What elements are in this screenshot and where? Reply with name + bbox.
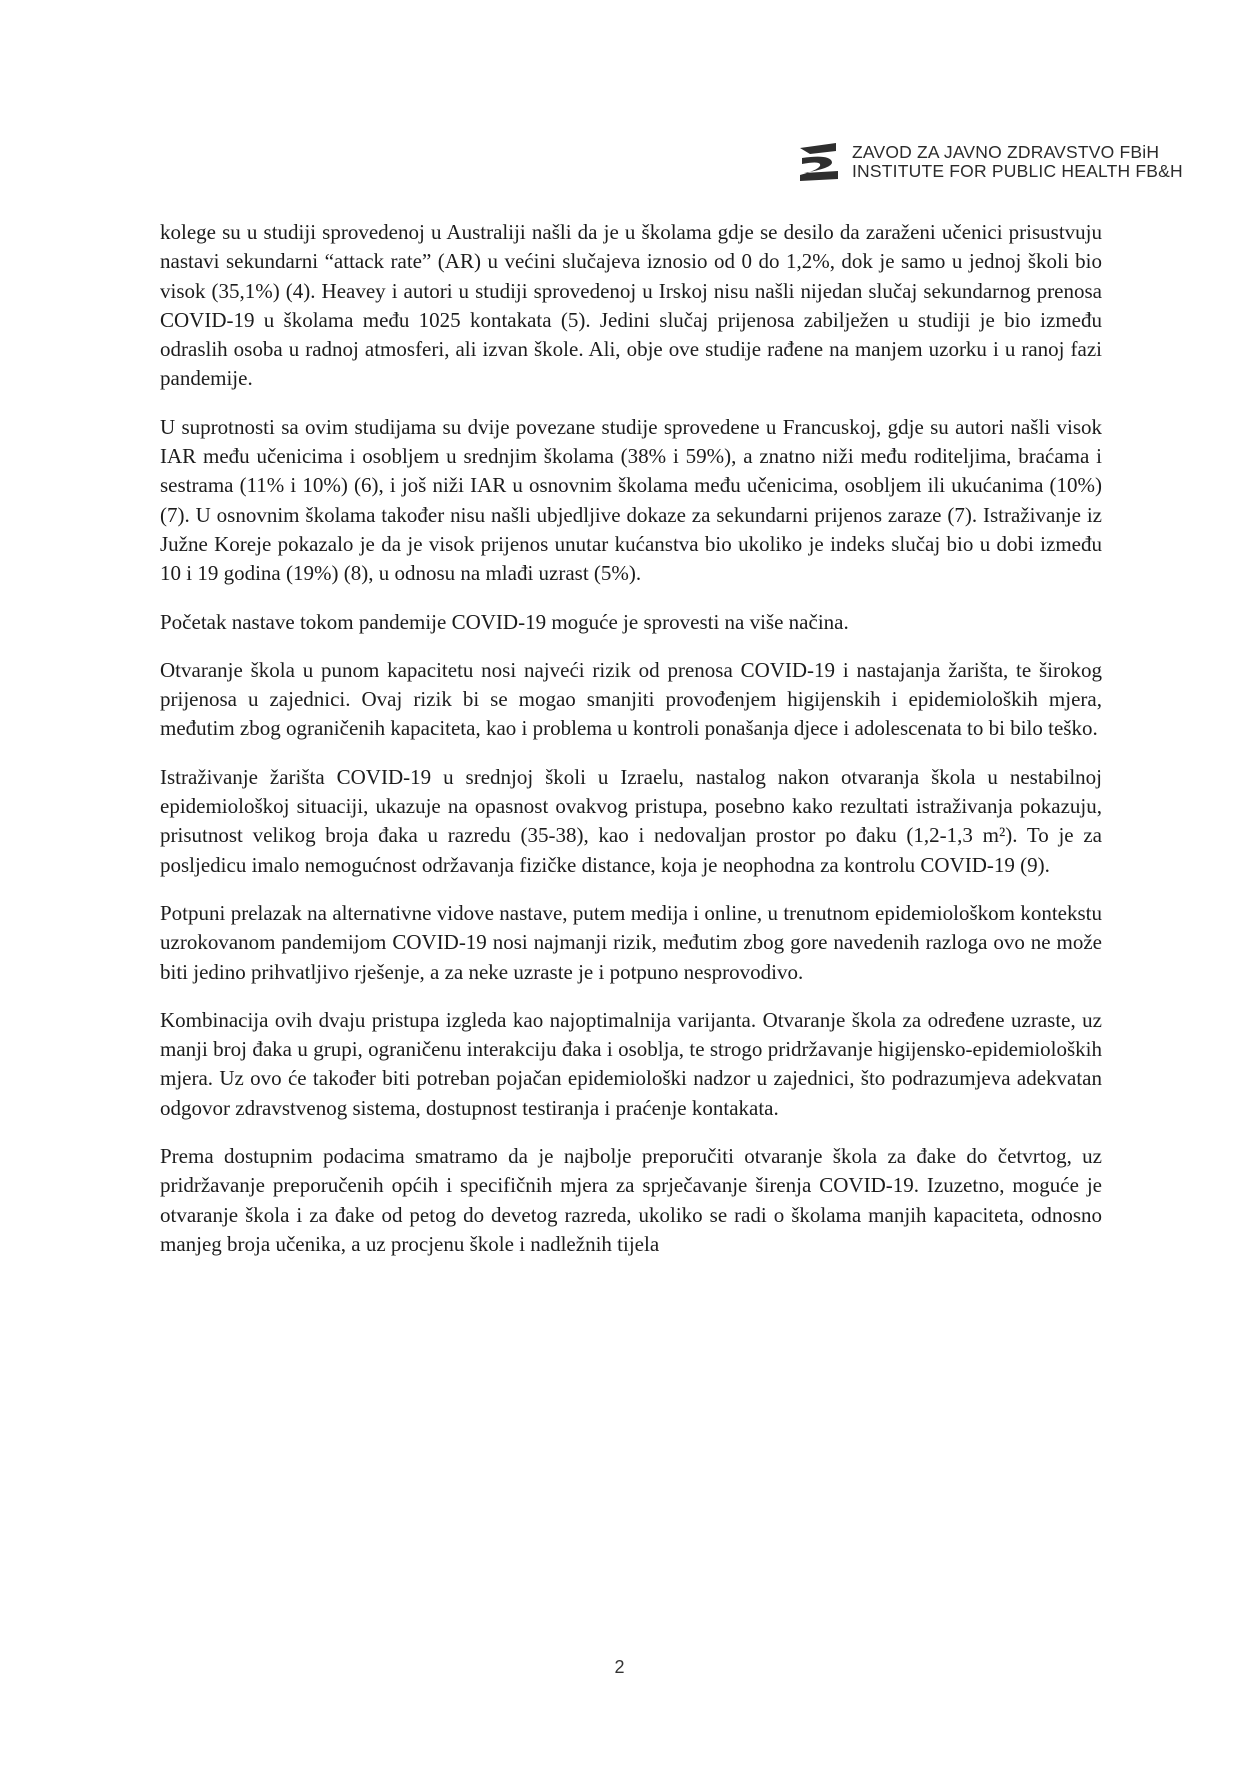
paragraph-1: kolege su u studiji sprovedenoj u Australiji našli da je u školama gdje se desilo da zaraženi učenici prisustvuju nastavi sekundarni “attack rate” (AR) u većini slučajeva iznosio od 0 do 1,2%, dok je samo u jednoj školi bio visok (35,1%) (4). Heavey i autori u studiji sprovedenoj u Irskoj nisu našli nijedan slučaj sekundarnog prenosa COVID-19 u školama među 1025 kontakata (5). Jedini slučaj prijenosa zabilježen u studiji je bio između odraslih osoba u radnoj atmosferi, ali izvan škole. Ali, obje ove studije rađene na manjem uzorku i u ranoj fazi pandemije. (160, 220, 1102, 391)
paragraph-7: Kombinacija ovih dvaju pristupa izgleda kao najoptimalnija varijanta. Otvaranje škola za određene uzraste, uz manji broj đaka u grupi, ograničenu interakciju đaka i osoblja, te strogo pridržavanje higijensko-epidemioloških mjera. Uz ovo će također biti potreban pojačan epidemiološki nadzor u zajednici, što podrazumjeva adekvatan odgovor zdravstvenog sistema, dostupnost testiranja i praćenje kontakata. (160, 1007, 1102, 1120)
page-number: 2 (614, 1657, 625, 1677)
document-body (160, 218, 1102, 1278)
institute-name-english: INSTITUTE FOR PUBLIC HEALTH FB&H (852, 161, 1183, 181)
institute-logo-icon (796, 142, 844, 182)
paragraph-2: U suprotnosti sa ovim studijama su dvije povezane studije sprovedene u Francuskoj, gdje su autori našli visok IAR među učenicima i osobljem u srednjim školama (38% i 59%), a znatno niži među roditeljima, braćama i sestrama (11% i 10%) (6), i još niži IAR u osnovnim školama među učenicima, osobljem ili ukućanima (10%) (7). U osnovnim školama također nisu našli ubjedljive dokaze za sekundarni prijenos zaraze (7). Istraživanje iz Južne Koreje pokazalo je da je visok prijenos unutar kućanstva bio ukoliko je indeks slučaj bio u dobi između 10 i 19 godina (19%) (8), u odnosu na mlađi uzrast (5%). (160, 414, 1102, 586)
paragraph-3: Početak nastave tokom pandemije COVID-19 moguće je sprovesti na više načina. (160, 609, 849, 634)
institute-name (852, 143, 1183, 181)
paragraph-6: Potpuni prelazak na alternativne vidove nastave, putem medija i online, u trenutnom epidemiološkom kontekstu uzrokovanom pandemijom COVID-19 nosi najmanji rizik, međutim zbog gore navedenih razloga ovo ne može biti jedino prihvatljivo rješenje, a za neke uzraste je i potpuno nesprovodivo. (160, 900, 1102, 984)
paragraph-4: Otvaranje škola u punom kapacitetu nosi najveći rizik od prenosa COVID-19 i nastajanja žarišta, te širokog prijenosa u zajednici. Ovaj rizik bi se mogao smanjiti provođenjem higijenskih i epidemioloških mjera, međutim zbog ograničenih kapaciteta, kao i problema u kontroli ponašanja djece i adolescenata to bi bilo teško. (160, 657, 1102, 741)
paragraph-8: Prema dostupnim podacima smatramo da je najbolje preporučiti otvaranje škola za đake do četvrtog, uz pridržavanje preporučenih općih i specifičnih mjera za sprječavanje širenja COVID-19. Izuzetno, moguće je otvaranje škola i za đake od petog do devetog razreda, ukoliko se radi o školama manjih kapaciteta, odnosno manjeg broja učenika, a uz procjenu škole i nadležnih tijela (160, 1144, 1102, 1256)
paragraph-5: Istraživanje žarišta COVID-19 u srednjoj školi u Izraelu, nastalog nakon otvaranja škola u nestabilnoj epidemiološkoj situaciji, ukazuje na opasnost ovakvog pristupa, posebno kako rezultati istraživanja pokazuju, prisutnost velikog broja đaka u razredu (35-38), kao i nedovaljan prostor po đaku (1,2-1,3 m²). To je za posljedicu imalo nemogućnost održavanja fizičke distance, koja je neophodna za kontrolu COVID-19 (9). (160, 764, 1102, 877)
institute-name-local: ZAVOD ZA JAVNO ZDRAVSTVO FBiH (852, 142, 1160, 162)
document-header (796, 142, 1183, 182)
